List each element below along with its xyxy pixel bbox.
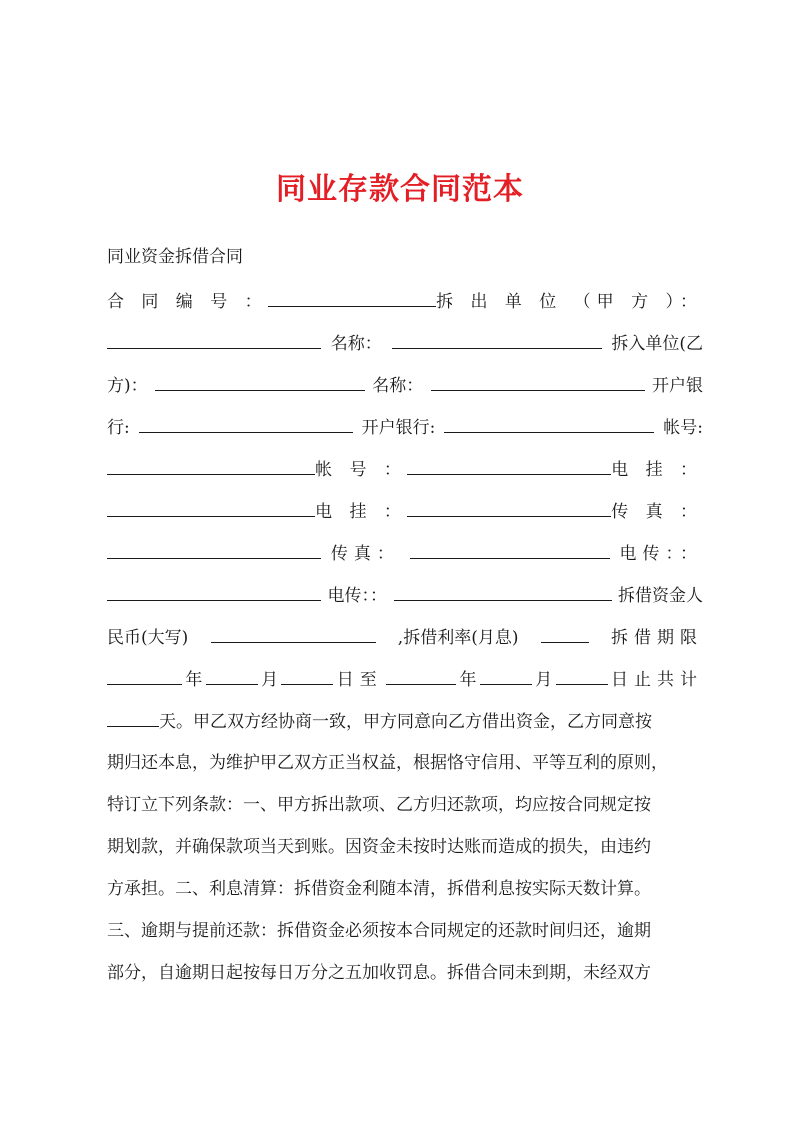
line-body-5 <box>107 874 703 904</box>
label-rmb-upper: 民币(大写) <box>107 628 189 648</box>
line-loan-dates <box>107 664 703 694</box>
blank-lender-name[interactable] <box>392 328 602 349</box>
label-bank-a: 开户银 <box>651 376 703 396</box>
label-loan-amount: 拆借资金人 <box>618 586 703 606</box>
document-subtitle <box>107 242 703 272</box>
blank-contract-number[interactable] <box>268 286 436 307</box>
line-body-6 <box>107 916 703 946</box>
label-cable-a: 电 挂 ： <box>611 460 703 480</box>
label-bank-a-cont: 行: <box>107 418 130 438</box>
line-lender-name <box>107 328 703 358</box>
label-lender-name: 名称： <box>330 334 382 354</box>
label-party-b-cont: 方)： <box>107 376 148 396</box>
label-borrower-party-b: 拆入单位(乙 <box>611 334 703 354</box>
line-body-1 <box>107 706 703 736</box>
label-month-1: 月 <box>261 670 279 690</box>
blank-fax-a[interactable] <box>107 538 321 559</box>
blank-start-month[interactable] <box>206 664 258 685</box>
blank-fax-b[interactable] <box>410 538 610 559</box>
line-cable <box>107 496 703 526</box>
label-total-days: 日止共计 <box>610 670 703 690</box>
blank-end-day[interactable] <box>556 664 608 685</box>
blank-borrower-name[interactable] <box>431 370 645 391</box>
blank-end-month[interactable] <box>480 664 532 685</box>
line-borrower-name <box>107 370 703 400</box>
blank-amount-upper[interactable] <box>211 622 376 643</box>
label-loan-period: 拆借期限 <box>611 628 703 648</box>
line-account <box>107 454 703 484</box>
body-text-7: 部分，自逾期日起按每日万分之五加收罚息。拆借合同未到期，未经双方 <box>107 963 651 983</box>
line-telex <box>107 580 703 610</box>
body-text-6: 三、逾期与提前还款：拆借资金必须按本合同规定的还款时间归还，逾期 <box>107 921 651 941</box>
label-contract-number: 合 同 编 号 ： <box>107 292 268 312</box>
blank-cable-b[interactable] <box>407 496 611 517</box>
blank-telex-b[interactable] <box>394 580 612 601</box>
label-fax-b: 传真： <box>330 544 400 564</box>
label-borrower-name: 名称： <box>372 376 424 396</box>
body-text-2: 期归还本息，为维护甲乙双方正当权益，根据恪守信用、平等互利的原则， <box>107 753 668 773</box>
blank-telex-a[interactable] <box>107 580 321 601</box>
line-body-2 <box>107 748 703 778</box>
blank-interest-rate[interactable] <box>541 622 589 643</box>
label-year-1: 年 <box>185 670 203 690</box>
line-loan-terms <box>107 622 703 652</box>
label-bank-b: 开户银行: <box>361 418 436 438</box>
label-account-a: 帐号: <box>663 418 703 438</box>
blank-start-year[interactable] <box>107 664 182 685</box>
label-day-to: 日至 <box>336 670 383 690</box>
line-bank <box>107 412 703 442</box>
blank-lender-unit[interactable] <box>107 328 321 349</box>
label-account-b: 帐 号 ： <box>315 460 407 480</box>
body-text-5: 方承担。二、利息清算：拆借资金利随本清，拆借利息按实际天数计算。 <box>107 879 651 899</box>
blank-borrower-unit[interactable] <box>155 370 365 391</box>
subtitle-text: 同业资金拆借合同 <box>107 247 243 267</box>
blank-bank-a[interactable] <box>139 412 353 433</box>
blank-end-year[interactable] <box>386 664 456 685</box>
line-body-7 <box>107 958 703 988</box>
line-fax <box>107 538 703 568</box>
line-body-4 <box>107 832 703 862</box>
label-lender-party-a: 拆 出 单 位 （甲 方 ）： <box>436 292 703 312</box>
line-body-3 <box>107 790 703 820</box>
body-text-1: 天。甲乙双方经协商一致，甲方同意向乙方借出资金，乙方同意按 <box>159 712 652 732</box>
label-interest-rate: ,拆借利率(月息) <box>397 628 519 648</box>
label-telex-a: 电传：： <box>619 544 703 564</box>
body-text-3: 特订立下列条款：一、甲方拆出款项、乙方归还款项，均应按合同规定按 <box>107 795 651 815</box>
blank-cable-a[interactable] <box>107 496 315 517</box>
blank-account-b[interactable] <box>407 454 611 475</box>
line-contract-number <box>107 286 703 316</box>
blank-start-day[interactable] <box>281 664 333 685</box>
blank-bank-b[interactable] <box>444 412 654 433</box>
document-title: 同业存款合同范本 <box>276 172 524 207</box>
label-telex-b: 电传：： <box>327 586 387 606</box>
body-text-4: 期划款，并确保款项当天到账。因资金未按时达账而造成的损失，由违约 <box>107 837 651 857</box>
label-year-2: 年 <box>459 670 477 690</box>
label-cable-b: 电 挂 ： <box>315 502 407 522</box>
label-fax-a: 传 真 ： <box>611 502 703 522</box>
label-month-2: 月 <box>535 670 553 690</box>
blank-account-a[interactable] <box>107 454 315 475</box>
blank-total-days[interactable] <box>107 706 159 727</box>
